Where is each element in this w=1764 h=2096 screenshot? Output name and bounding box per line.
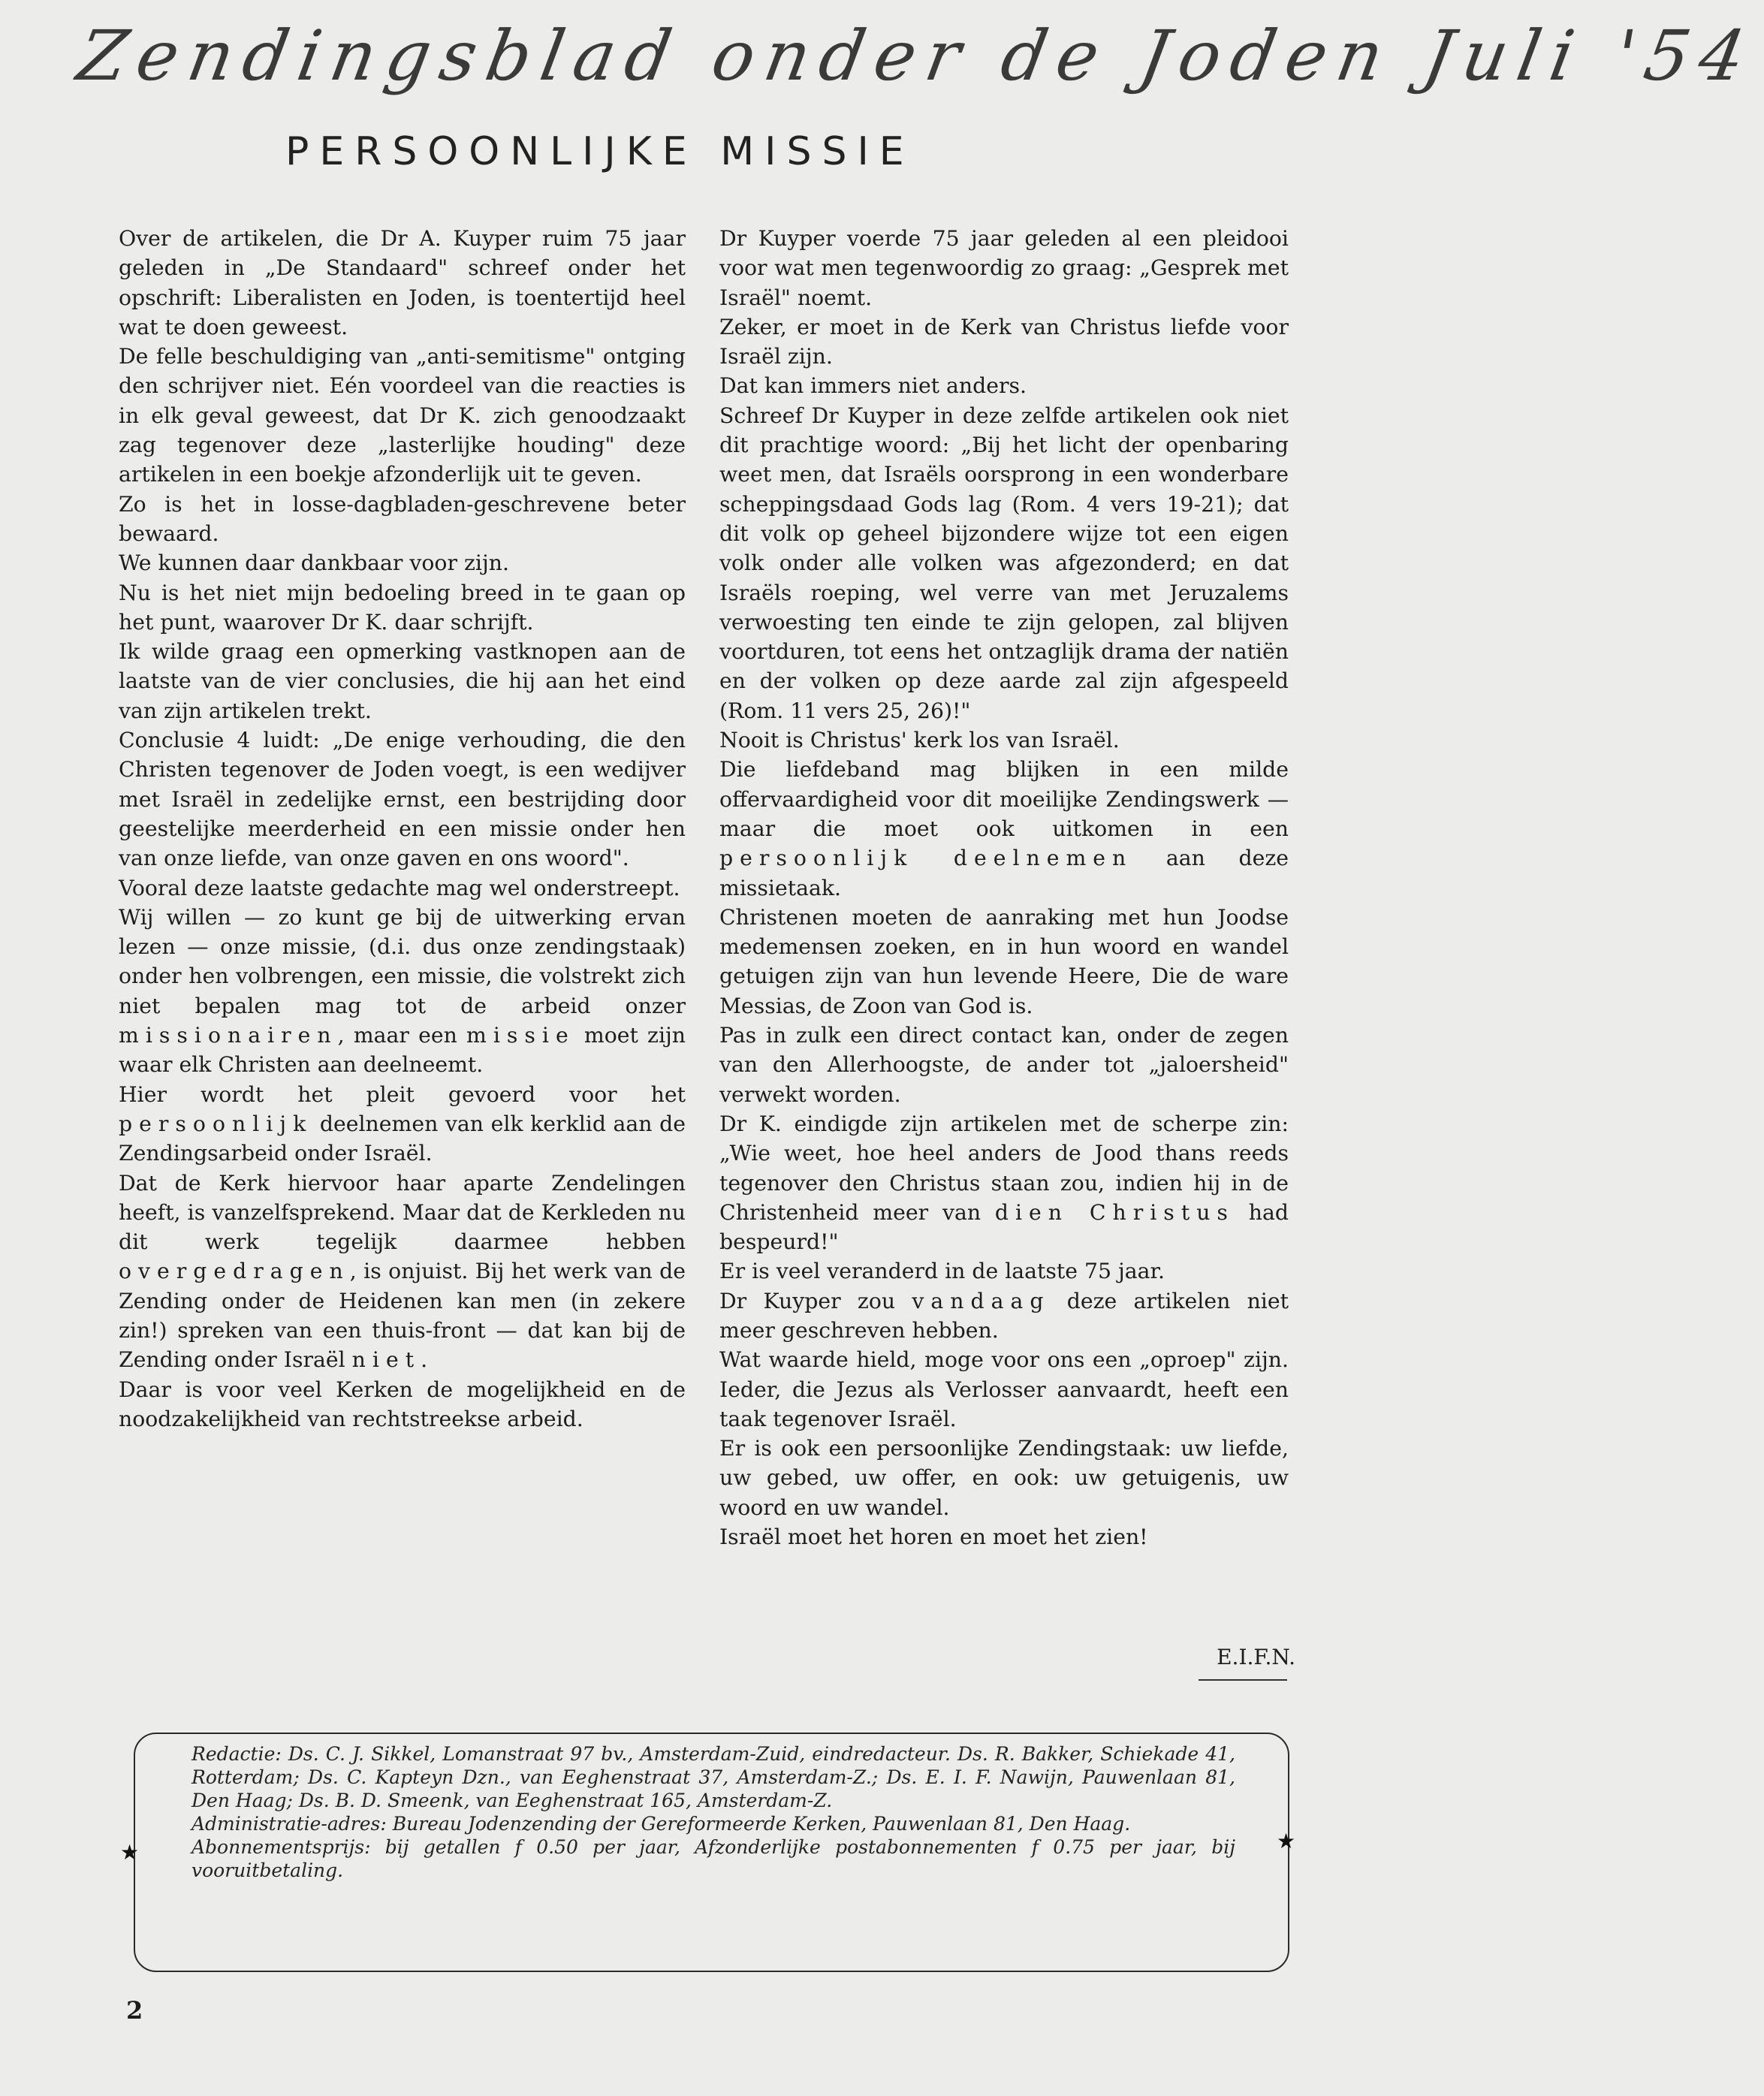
administration-address: Administratie-adres: Bureau Jodenzending der Gereformeerde Kerken, Pauwenlaan 81, Den Haag. — [191, 1813, 1131, 1835]
paragraph: Daar is voor veel Kerken de mogelijkheid en de noodzakelijkheid van rechtstreekse arbeid. — [119, 1377, 686, 1431]
emphasized-text: niet — [351, 1347, 421, 1373]
text-run: deelnemen van elk kerklid aan de Zendingsarbeid onder Israël. — [119, 1111, 686, 1166]
text-run: Wij willen — zo kunt ge bij de uitwerking ervan lezen — onze missie, (d.i. dus onze zendingstaak) onder hen volbrengen, een missie, die volstrekt zich niet bepalen mag tot de arbeid onzer — [119, 904, 686, 1018]
emphasized-text: vandaag — [912, 1288, 1051, 1313]
paragraph: We kunnen daar dankbaar voor zijn. — [119, 550, 509, 576]
paragraph: Zeker, er moet in de Kerk van Christus liefde voor Israël zijn. — [719, 314, 1289, 369]
colophon-text — [191, 1742, 1235, 1882]
emphasized-text: persoonlijk deelnemen — [719, 846, 1133, 871]
paragraph: Er is veel veranderd in de laatste 75 jaar. — [719, 1259, 1165, 1284]
paragraph: Er is ook een persoonlijke Zendingstaak: uw liefde, uw gebed, uw offer, en ook: uw getuigenis, uw woord en uw wandel. — [719, 1436, 1289, 1520]
text-run: . — [421, 1347, 428, 1373]
paragraph — [119, 903, 686, 1080]
emphasized-text: overgedragen — [119, 1259, 350, 1284]
text-run: , is onjuist. Bij het werk van de Zending onder de Heidenen kan men (in zekere zin!) spreken van een thuis-front — dat kan bij de Zending onder Israël — [119, 1259, 686, 1373]
paragraph: Over de artikelen, die Dr A. Kuyper ruim 75 jaar geleden in „De Standaard" schreef onder het opschrift: Liberalisten en Joden, is toentertijd heel wat te doen geweest. — [119, 226, 686, 339]
emphasized-text: missie — [466, 1023, 575, 1048]
emphasized-text: missionairen — [119, 1023, 338, 1048]
paragraph: Ik wilde graag een opmerking vastknopen aan de laatste van de vier conclusies, die hij aan het eind van zijn artikelen trekt. — [119, 639, 686, 723]
star-icon: ★ — [1277, 1829, 1296, 1853]
handwritten-note: Zendingsblad onder de Joden Juli '54 — [71, 16, 1762, 96]
paragraph: Dat kan immers niet anders. — [719, 373, 1027, 399]
paragraph: Christenen moeten de aanraking met hun Joodse medemensen zoeken, en in hun woord en wandel getuigen zijn van hun levende Heere, Die de ware Messias, de Zoon van God is. — [719, 904, 1289, 1018]
text-run: Hier wordt het pleit gevoerd voor het — [119, 1081, 686, 1107]
paragraph: Nooit is Christus' kerk los van Israël. — [719, 728, 1120, 753]
author-signature: E.I.F.N. — [1217, 1645, 1295, 1669]
paragraph: Conclusie 4 luidt: „De enige verhouding, die den Christen tegenover de Joden voegt, is een wedijver met Israël in zedelijke ernst, een bestrijding door geestelijke meerderheid en een missie onder hen van onze liefde, van onze gaven en ons woord". — [119, 728, 686, 871]
text-run: , maar een — [337, 1023, 457, 1048]
text-run: Die liefdeband mag blijken in een milde offervaardigheid voor dit moeilijke Zendingswerk — maar die moet ook uitkomen in een — [719, 757, 1289, 841]
paragraph: Pas in zulk een direct contact kan, onder de zegen van den Allerhoogste, de ander tot „jaloersheid" verwekt worden. — [719, 1023, 1289, 1107]
paragraph: Vooral deze laatste gedachte mag wel onderstreept. — [119, 875, 680, 900]
paragraph: Nu is het niet mijn bedoeling breed in te gaan op het punt, waarover Dr K. daar schrijft. — [119, 580, 686, 635]
paragraph: Zo is het in losse-dagbladen-geschrevene beter bewaard. — [119, 491, 686, 546]
paragraph — [119, 1080, 686, 1169]
text-run: Dat de Kerk hiervoor haar aparte Zendelingen heeft, is vanzelfsprekend. Maar dat de Kerkleden nu dit werk tegelijk daarmee hebben — [119, 1170, 686, 1255]
text-run: moet zijn waar elk Christen aan deelneemt. — [119, 1023, 686, 1078]
paragraph — [719, 755, 1289, 902]
paragraph — [119, 1169, 686, 1375]
emphasized-text: dien Christus — [994, 1199, 1235, 1225]
paragraph: Wat waarde hield, moge voor ons een „oproep" zijn. Ieder, die Jezus als Verlosser aanvaardt, heeft een taak tegenover Israël. — [719, 1347, 1289, 1431]
editorial-info: Redactie: Ds. C. J. Sikkel, Lomanstraat 97 bv., Amsterdam-Zuid, eindredacteur. Ds. R. Bakker, Schiekade 41, Rotterdam; Ds. C. Kapteyn Dzn., van Eeghenstraat 37, Amsterdam-Z.; Ds. E. I. F. Nawijn, Pauwenlaan 81, Den Haag; Ds. B. D. Smeenk, van Eeghenstraat 165, Amsterdam-Z. — [191, 1743, 1235, 1811]
text-run: deze artikelen niet meer geschreven hebben. — [719, 1288, 1289, 1343]
paragraph — [719, 1286, 1289, 1346]
star-icon: ★ — [120, 1840, 140, 1865]
page-number: 2 — [126, 1996, 143, 2025]
paragraph: Dr Kuyper voerde 75 jaar geleden al een pleidooi voor wat men tegenwoordig zo graag: „Gesprek met Israël" noemt. — [719, 226, 1289, 310]
signature-underline — [1199, 1679, 1287, 1681]
article-title: PERSOONLIJKE MISSIE — [285, 129, 915, 174]
emphasized-text: persoonlijk — [119, 1111, 313, 1136]
paragraph: De felle beschuldiging van „anti-semitisme" ontging den schrijver niet. Eén voordeel van die reacties is in elk geval geweest, dat Dr K. zich genoodzaakt zag tegenover deze „lasterlijke houding" deze artikelen in een boekje afzonderlijk uit te geven. — [119, 344, 686, 487]
left-column — [119, 224, 686, 1434]
subscription-price: Abonnementsprijs: bij getallen f 0.50 per jaar, Afzonderlijke postabonnementen f 0.75 per jaar, bij vooruitbetaling. — [191, 1836, 1235, 1881]
paragraph — [719, 1109, 1289, 1256]
paragraph: Israël moet het horen en moet het zien! — [719, 1525, 1148, 1550]
paragraph: Schreef Dr Kuyper in deze zelfde artikelen ook niet dit prachtige woord: „Bij het licht der openbaring weet men, dat Israëls oorsprong in een wonderbare scheppingsdaad Gods lag (Rom. 4 vers 19-21); dat dit volk op geheel bijzondere wijze tot een eigen volk onder alle volken was afgezonderd; en dat Israëls roeping, wel verre van met Jeruzalems verwoesting ten einde te zijn gelopen, zal blijven voortduren, tot eens het ontzaglijk drama der natiën en der volken op deze aarde zal zijn afgespeeld (Rom. 11 vers 25, 26)!" — [719, 403, 1289, 723]
right-column — [719, 224, 1289, 1552]
text-run: had bespeurd!" — [719, 1199, 1289, 1255]
text-run: aan deze missietaak. — [719, 846, 1289, 900]
text-run: Dr Kuyper zou — [719, 1288, 896, 1313]
text-run: Dr K. eindigde zijn artikelen met de scherpe zin: „Wie weet, hoe heel anders de Jood thans reeds tegenover den Christus staan zou, indien hij in de Christenheid meer van — [719, 1111, 1289, 1225]
